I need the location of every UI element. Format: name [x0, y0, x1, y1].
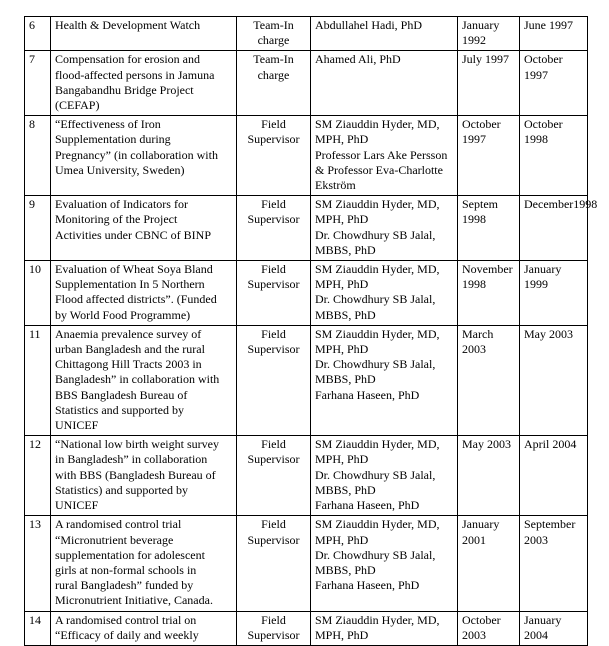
investigators-cell: Ahamed Ali, PhD [311, 51, 458, 116]
table-row [25, 51, 588, 116]
serial-number-cell: 7 [25, 51, 51, 116]
role-cell: Team-In charge [237, 17, 311, 51]
end-date-cell: May 2003 [520, 325, 588, 435]
end-date-cell: December1998 [520, 196, 588, 261]
investigators-cell: SM Ziauddin Hyder, MD, MPH, PhD Professor Lars Ake Persson & Professor Eva-Charlotte Ekström [311, 116, 458, 196]
investigators-cell: SM Ziauddin Hyder, MD, MPH, PhD Dr. Chowdhury SB Jalal, MBBS, PhD [311, 261, 458, 326]
role-cell: Field Supervisor [237, 261, 311, 326]
start-date-cell: January 1992 [458, 17, 520, 51]
investigators-cell: SM Ziauddin Hyder, MD, MPH, PhD [311, 611, 458, 645]
end-date-cell: October 1997 [520, 51, 588, 116]
role-cell: Team-In charge [237, 51, 311, 116]
end-date-cell: September 2003 [520, 516, 588, 611]
role-cell: Field Supervisor [237, 325, 311, 435]
project-title-cell: A randomised control trial “Micronutrient beverage supplementation for adolescent girls at non-formal schools in rural Bangladesh” funded by Micronutrient Initiative, Canada. [51, 516, 237, 611]
project-title-cell: Health & Development Watch [51, 17, 237, 51]
serial-number-cell: 10 [25, 261, 51, 326]
role-cell: Field Supervisor [237, 516, 311, 611]
start-date-cell: Septem 1998 [458, 196, 520, 261]
end-date-cell: October 1998 [520, 116, 588, 196]
table-row [25, 17, 588, 51]
project-title-cell: Evaluation of Wheat Soya Bland Supplementation In 5 Northern Flood affected districts”. (Funded by World Food Programme) [51, 261, 237, 326]
serial-number-cell: 12 [25, 436, 51, 516]
table-row [25, 116, 588, 196]
serial-number-cell: 14 [25, 611, 51, 645]
end-date-cell: January 1999 [520, 261, 588, 326]
end-date-cell: April 2004 [520, 436, 588, 516]
role-cell: Field Supervisor [237, 436, 311, 516]
table-row [25, 611, 588, 645]
serial-number-cell: 6 [25, 17, 51, 51]
investigators-cell: SM Ziauddin Hyder, MD, MPH, PhD Dr. Chowdhury SB Jalal, MBBS, PhD Farhana Haseen, PhD [311, 325, 458, 435]
end-date-cell: January 2004 [520, 611, 588, 645]
project-title-cell: “National low birth weight survey in Bangladesh” in collaboration with BBS (Bangladesh Bureau of Statistics) and supported by UNICEF [51, 436, 237, 516]
table-row [25, 436, 588, 516]
start-date-cell: March 2003 [458, 325, 520, 435]
project-title-cell: Anaemia prevalence survey of urban Bangladesh and the rural Chittagong Hill Tracts 2003 in Bangladesh” in collaboration with BBS Bangladesh Bureau of Statistics and supported by UNICEF [51, 325, 237, 435]
end-date-cell: June 1997 [520, 17, 588, 51]
serial-number-cell: 9 [25, 196, 51, 261]
start-date-cell: October 1997 [458, 116, 520, 196]
start-date-cell: October 2003 [458, 611, 520, 645]
project-title-cell: Compensation for erosion and flood-affected persons in Jamuna Bangabandhu Bridge Project (CEFAP) [51, 51, 237, 116]
table-row [25, 325, 588, 435]
table-row [25, 516, 588, 611]
projects-table [24, 16, 598, 646]
project-title-cell: “Effectiveness of Iron Supplementation during Pregnancy” (in collaboration with Umea University, Sweden) [51, 116, 237, 196]
role-cell: Field Supervisor [237, 611, 311, 645]
serial-number-cell: 13 [25, 516, 51, 611]
investigators-cell: SM Ziauddin Hyder, MD, MPH, PhD Dr. Chowdhury SB Jalal, MBBS, PhD Farhana Haseen, PhD [311, 516, 458, 611]
serial-number-cell: 11 [25, 325, 51, 435]
start-date-cell: July 1997 [458, 51, 520, 116]
investigators-cell: Abdullahel Hadi, PhD [311, 17, 458, 51]
project-title-cell: A randomised control trial on “Efficacy of daily and weekly [51, 611, 237, 645]
project-title-cell: Evaluation of Indicators for Monitoring of the Project Activities under CBNC of BINP [51, 196, 237, 261]
investigators-cell: SM Ziauddin Hyder, MD, MPH, PhD Dr. Chowdhury SB Jalal, MBBS, PhD [311, 196, 458, 261]
start-date-cell: November 1998 [458, 261, 520, 326]
investigators-cell: SM Ziauddin Hyder, MD, MPH, PhD Dr. Chowdhury SB Jalal, MBBS, PhD Farhana Haseen, PhD [311, 436, 458, 516]
start-date-cell: January 2001 [458, 516, 520, 611]
start-date-cell: May 2003 [458, 436, 520, 516]
serial-number-cell: 8 [25, 116, 51, 196]
table-row [25, 196, 588, 261]
role-cell: Field Supervisor [237, 196, 311, 261]
role-cell: Field Supervisor [237, 116, 311, 196]
table-row [25, 261, 588, 326]
